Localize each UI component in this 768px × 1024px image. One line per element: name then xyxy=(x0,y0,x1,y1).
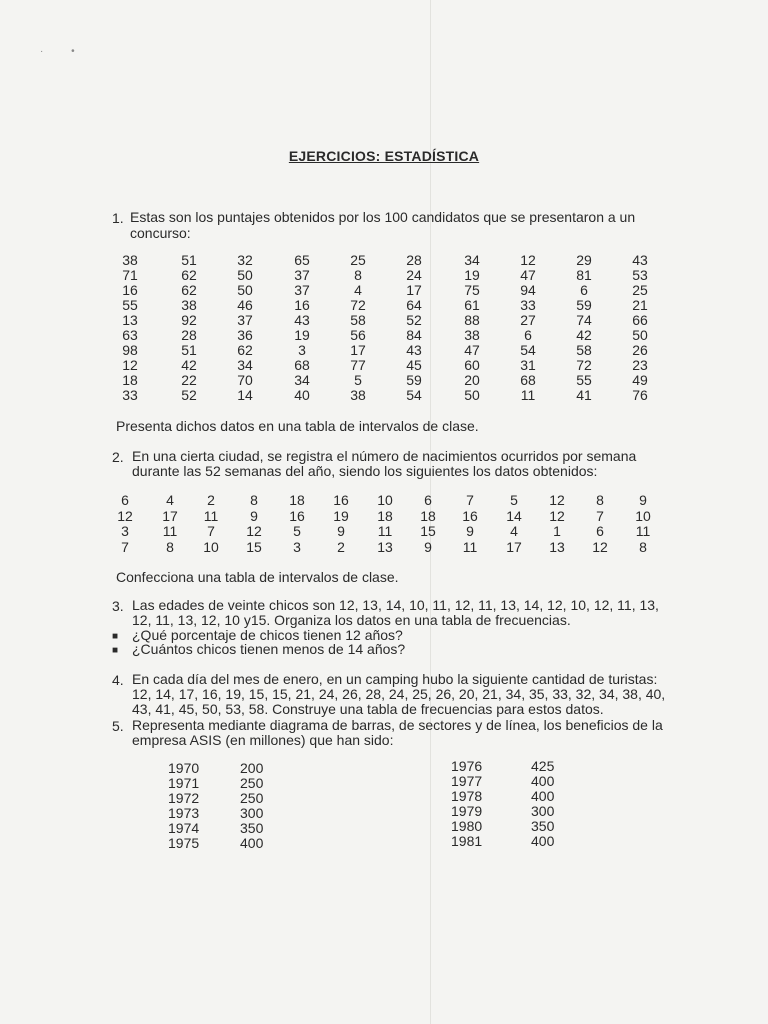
ex4-line1: En cada día del mes de enero, en un camping hubo la siguiente cantidad de turistas: xyxy=(132,671,658,687)
births-cell: 12 xyxy=(549,492,565,508)
score-cell: 36 xyxy=(237,327,253,343)
ex3-line2: 12, 11, 13, 12, 10 y15. Organiza los datos en una tabla de frecuencias. xyxy=(132,612,571,628)
ex3-number: 3. xyxy=(112,598,124,614)
score-cell: 28 xyxy=(181,327,197,343)
score-cell: 12 xyxy=(520,252,536,268)
births-cell: 8 xyxy=(639,538,647,555)
births-cell: 9 xyxy=(466,523,474,539)
ex3-bullet2: ¿Cuántos chicos tienen menos de 14 años? xyxy=(132,641,406,657)
score-cell: 59 xyxy=(576,297,592,313)
ex4-line3: 43, 41, 45, 50, 53, 58. Construye una tabla de frecuencias para estos datos. xyxy=(132,701,604,717)
score-cell: 51 xyxy=(181,342,197,358)
profit-year: 1981 xyxy=(451,833,483,849)
score-cell: 31 xyxy=(520,357,536,373)
births-cell: 14 xyxy=(506,507,522,524)
score-cell: 42 xyxy=(576,327,592,343)
births-cell: 16 xyxy=(333,492,349,508)
ex2-number: 2. xyxy=(112,449,124,465)
score-cell: 52 xyxy=(406,312,422,328)
page-title: EJERCICIOS: ESTADÍSTICA xyxy=(288,148,480,164)
score-cell: 37 xyxy=(294,282,310,298)
score-cell: 65 xyxy=(294,252,310,268)
births-cell: 19 xyxy=(333,507,349,524)
score-row xyxy=(0,358,768,373)
score-row xyxy=(0,283,768,298)
score-cell: 54 xyxy=(406,387,422,403)
score-cell: 56 xyxy=(350,327,366,343)
score-cell: 21 xyxy=(632,297,648,313)
score-cell: 12 xyxy=(122,357,138,373)
profit-year: 1974 xyxy=(168,820,200,836)
births-cell: 12 xyxy=(117,507,133,524)
ex3-line1: Las edades de veinte chicos son 12, 13, 14, 10, 11, 12, 11, 13, 14, 12, 10, 12, 11, 13, xyxy=(132,597,659,613)
ex2-line2: durante las 52 semanas del año, siendo los siguientes los datos obtenidos: xyxy=(132,463,598,479)
score-cell: 29 xyxy=(576,252,592,268)
score-cell: 58 xyxy=(350,312,366,328)
score-cell: 13 xyxy=(122,312,138,328)
profit-year: 1972 xyxy=(168,790,200,806)
ex5-line1: Representa mediante diagrama de barras, de sectores y de línea, los beneficios de la xyxy=(132,717,663,733)
score-cell: 8 xyxy=(354,267,362,283)
profit-value: 400 xyxy=(531,773,555,789)
score-cell: 50 xyxy=(237,267,253,283)
births-cell: 11 xyxy=(377,523,393,539)
births-cell: 7 xyxy=(207,523,215,539)
score-cell: 38 xyxy=(464,327,480,343)
profit-year: 1971 xyxy=(168,775,200,791)
score-cell: 54 xyxy=(520,342,536,358)
score-cell: 70 xyxy=(237,372,253,388)
profit-value: 300 xyxy=(240,805,264,821)
score-cell: 51 xyxy=(181,252,197,268)
score-cell: 37 xyxy=(237,312,253,328)
score-cell: 50 xyxy=(632,327,648,343)
score-cell: 49 xyxy=(632,372,648,388)
score-cell: 45 xyxy=(406,357,422,373)
score-row xyxy=(0,373,768,388)
profit-year: 1970 xyxy=(168,760,200,776)
score-cell: 32 xyxy=(237,252,253,268)
score-cell: 59 xyxy=(406,372,422,388)
score-cell: 41 xyxy=(576,387,592,403)
scan-specks: · • xyxy=(40,46,75,57)
profit-year: 1975 xyxy=(168,835,200,851)
ex5-number: 5. xyxy=(112,718,124,734)
births-cell: 7 xyxy=(466,492,474,508)
profit-value: 300 xyxy=(531,803,555,819)
ex2-instruction: Confecciona una tabla de intervalos de clase. xyxy=(116,569,399,585)
score-cell: 72 xyxy=(576,357,592,373)
score-cell: 27 xyxy=(520,312,536,328)
profit-value: 400 xyxy=(531,833,555,849)
score-cell: 37 xyxy=(294,267,310,283)
births-cell: 4 xyxy=(166,492,174,508)
profit-value: 350 xyxy=(240,820,264,836)
births-cell: 12 xyxy=(246,523,262,539)
profit-value: 400 xyxy=(240,835,264,851)
score-cell: 6 xyxy=(580,282,588,298)
score-cell: 17 xyxy=(350,342,366,358)
score-cell: 98 xyxy=(122,342,138,358)
score-cell: 55 xyxy=(576,372,592,388)
births-cell: 17 xyxy=(506,538,522,555)
score-cell: 52 xyxy=(181,387,197,403)
score-cell: 64 xyxy=(406,297,422,313)
score-cell: 76 xyxy=(632,387,648,403)
births-cell: 10 xyxy=(203,538,219,555)
score-cell: 50 xyxy=(237,282,253,298)
profit-year: 1973 xyxy=(168,805,200,821)
score-cell: 19 xyxy=(464,267,480,283)
births-cell: 5 xyxy=(293,523,301,539)
births-cell: 13 xyxy=(549,538,565,555)
bullet-icon: ■ xyxy=(112,631,119,642)
score-cell: 22 xyxy=(181,372,197,388)
ex5-line2: empresa ASIS (en millones) que han sido: xyxy=(132,732,394,748)
births-cell: 18 xyxy=(420,507,436,524)
score-cell: 3 xyxy=(298,342,306,358)
score-cell: 16 xyxy=(294,297,310,313)
profit-value: 425 xyxy=(531,758,555,774)
births-cell: 10 xyxy=(635,507,651,524)
score-cell: 77 xyxy=(350,357,366,373)
births-cell: 11 xyxy=(203,507,219,524)
births-cell: 9 xyxy=(424,538,432,555)
score-cell: 72 xyxy=(350,297,366,313)
score-row xyxy=(0,313,768,328)
score-cell: 81 xyxy=(576,267,592,283)
births-cell: 15 xyxy=(246,538,262,555)
births-cell: 11 xyxy=(462,538,478,555)
births-cell: 15 xyxy=(420,523,436,539)
births-cell: 11 xyxy=(162,523,178,539)
profit-value: 250 xyxy=(240,790,264,806)
score-cell: 14 xyxy=(237,387,253,403)
births-cell: 2 xyxy=(337,538,345,555)
score-cell: 43 xyxy=(632,252,648,268)
score-cell: 58 xyxy=(576,342,592,358)
births-cell: 9 xyxy=(337,523,345,539)
ex4-number: 4. xyxy=(112,672,124,688)
score-cell: 61 xyxy=(464,297,480,313)
ex1-number: 1. xyxy=(112,210,124,226)
births-cell: 6 xyxy=(121,492,129,508)
score-cell: 62 xyxy=(237,342,253,358)
profit-year: 1977 xyxy=(451,773,483,789)
score-row xyxy=(0,253,768,268)
score-cell: 94 xyxy=(520,282,536,298)
profit-year: 1976 xyxy=(451,758,483,774)
births-cell: 8 xyxy=(596,492,604,508)
births-cell: 7 xyxy=(596,507,604,524)
births-cell: 7 xyxy=(121,538,129,555)
score-cell: 34 xyxy=(464,252,480,268)
score-row xyxy=(0,268,768,283)
ex1-line1: Estas son los puntajes obtenidos por los 100 candidatos que se presentaron a un xyxy=(130,209,636,225)
score-cell: 62 xyxy=(181,282,197,298)
births-row xyxy=(0,493,768,509)
score-cell: 38 xyxy=(122,252,138,268)
births-row xyxy=(0,509,768,525)
profit-year: 1980 xyxy=(451,818,483,834)
births-cell: 17 xyxy=(162,507,178,524)
profit-value: 250 xyxy=(240,775,264,791)
score-cell: 6 xyxy=(524,327,532,343)
score-cell: 88 xyxy=(464,312,480,328)
births-cell: 11 xyxy=(635,523,651,539)
births-cell: 4 xyxy=(510,523,518,539)
score-cell: 19 xyxy=(294,327,310,343)
bullet-icon: ■ xyxy=(112,645,119,656)
births-cell: 12 xyxy=(549,507,565,524)
births-row xyxy=(0,524,768,540)
score-cell: 75 xyxy=(464,282,480,298)
score-cell: 4 xyxy=(354,282,362,298)
ex2-births-table xyxy=(0,493,768,555)
score-cell: 47 xyxy=(464,342,480,358)
score-cell: 38 xyxy=(350,387,366,403)
births-cell: 5 xyxy=(510,492,518,508)
score-cell: 92 xyxy=(181,312,197,328)
ex1-scores-table xyxy=(0,253,768,403)
ex4-line2: 12, 14, 17, 16, 19, 15, 15, 21, 24, 26, 28, 24, 25, 26, 20, 21, 34, 35, 33, 32, 34, 38, 40, xyxy=(132,686,666,702)
score-cell: 43 xyxy=(406,342,422,358)
score-cell: 23 xyxy=(632,357,648,373)
score-row xyxy=(0,328,768,343)
births-cell: 18 xyxy=(289,492,305,508)
score-cell: 71 xyxy=(122,267,138,283)
score-cell: 25 xyxy=(632,282,648,298)
score-cell: 43 xyxy=(294,312,310,328)
score-cell: 38 xyxy=(181,297,197,313)
score-cell: 74 xyxy=(576,312,592,328)
births-cell: 6 xyxy=(596,523,604,539)
score-cell: 28 xyxy=(406,252,422,268)
score-cell: 16 xyxy=(122,282,138,298)
score-cell: 33 xyxy=(520,297,536,313)
births-cell: 9 xyxy=(639,492,647,508)
score-cell: 33 xyxy=(122,387,138,403)
births-cell: 3 xyxy=(121,523,129,539)
ex3-bullet1: ¿Qué porcentaje de chicos tienen 12 años? xyxy=(132,627,403,643)
ex2-line1: En una cierta ciudad, se registra el número de nacimientos ocurridos por semana xyxy=(132,448,637,464)
score-cell: 26 xyxy=(632,342,648,358)
score-row xyxy=(0,388,768,403)
score-cell: 68 xyxy=(520,372,536,388)
score-cell: 60 xyxy=(464,357,480,373)
score-cell: 25 xyxy=(350,252,366,268)
births-cell: 8 xyxy=(166,538,174,555)
score-cell: 55 xyxy=(122,297,138,313)
score-row xyxy=(0,343,768,358)
score-cell: 46 xyxy=(237,297,253,313)
profit-value: 350 xyxy=(531,818,555,834)
births-cell: 18 xyxy=(377,507,393,524)
births-cell: 8 xyxy=(250,492,258,508)
births-cell: 9 xyxy=(250,507,258,524)
profit-year: 1978 xyxy=(451,788,483,804)
profit-year: 1979 xyxy=(451,803,483,819)
score-cell: 62 xyxy=(181,267,197,283)
score-cell: 63 xyxy=(122,327,138,343)
score-cell: 20 xyxy=(464,372,480,388)
births-cell: 16 xyxy=(462,507,478,524)
births-cell: 10 xyxy=(377,492,393,508)
ex1-line2: concurso: xyxy=(130,225,191,241)
score-cell: 47 xyxy=(520,267,536,283)
births-cell: 1 xyxy=(553,523,561,539)
births-cell: 2 xyxy=(207,492,215,508)
score-cell: 5 xyxy=(354,372,362,388)
score-cell: 18 xyxy=(122,372,138,388)
births-cell: 6 xyxy=(424,492,432,508)
score-cell: 17 xyxy=(406,282,422,298)
births-row xyxy=(0,540,768,556)
births-cell: 13 xyxy=(377,538,393,555)
profit-value: 200 xyxy=(240,760,264,776)
score-cell: 34 xyxy=(237,357,253,373)
score-cell: 68 xyxy=(294,357,310,373)
score-row xyxy=(0,298,768,313)
score-cell: 66 xyxy=(632,312,648,328)
score-cell: 53 xyxy=(632,267,648,283)
score-cell: 11 xyxy=(520,387,536,403)
births-cell: 12 xyxy=(592,538,608,555)
score-cell: 42 xyxy=(181,357,197,373)
births-cell: 16 xyxy=(289,507,305,524)
profit-value: 400 xyxy=(531,788,555,804)
score-cell: 34 xyxy=(294,372,310,388)
score-cell: 50 xyxy=(464,387,480,403)
births-cell: 3 xyxy=(293,538,301,555)
score-cell: 40 xyxy=(294,387,310,403)
score-cell: 84 xyxy=(406,327,422,343)
ex1-instruction: Presenta dichos datos en una tabla de intervalos de clase. xyxy=(116,418,479,434)
score-cell: 24 xyxy=(406,267,422,283)
